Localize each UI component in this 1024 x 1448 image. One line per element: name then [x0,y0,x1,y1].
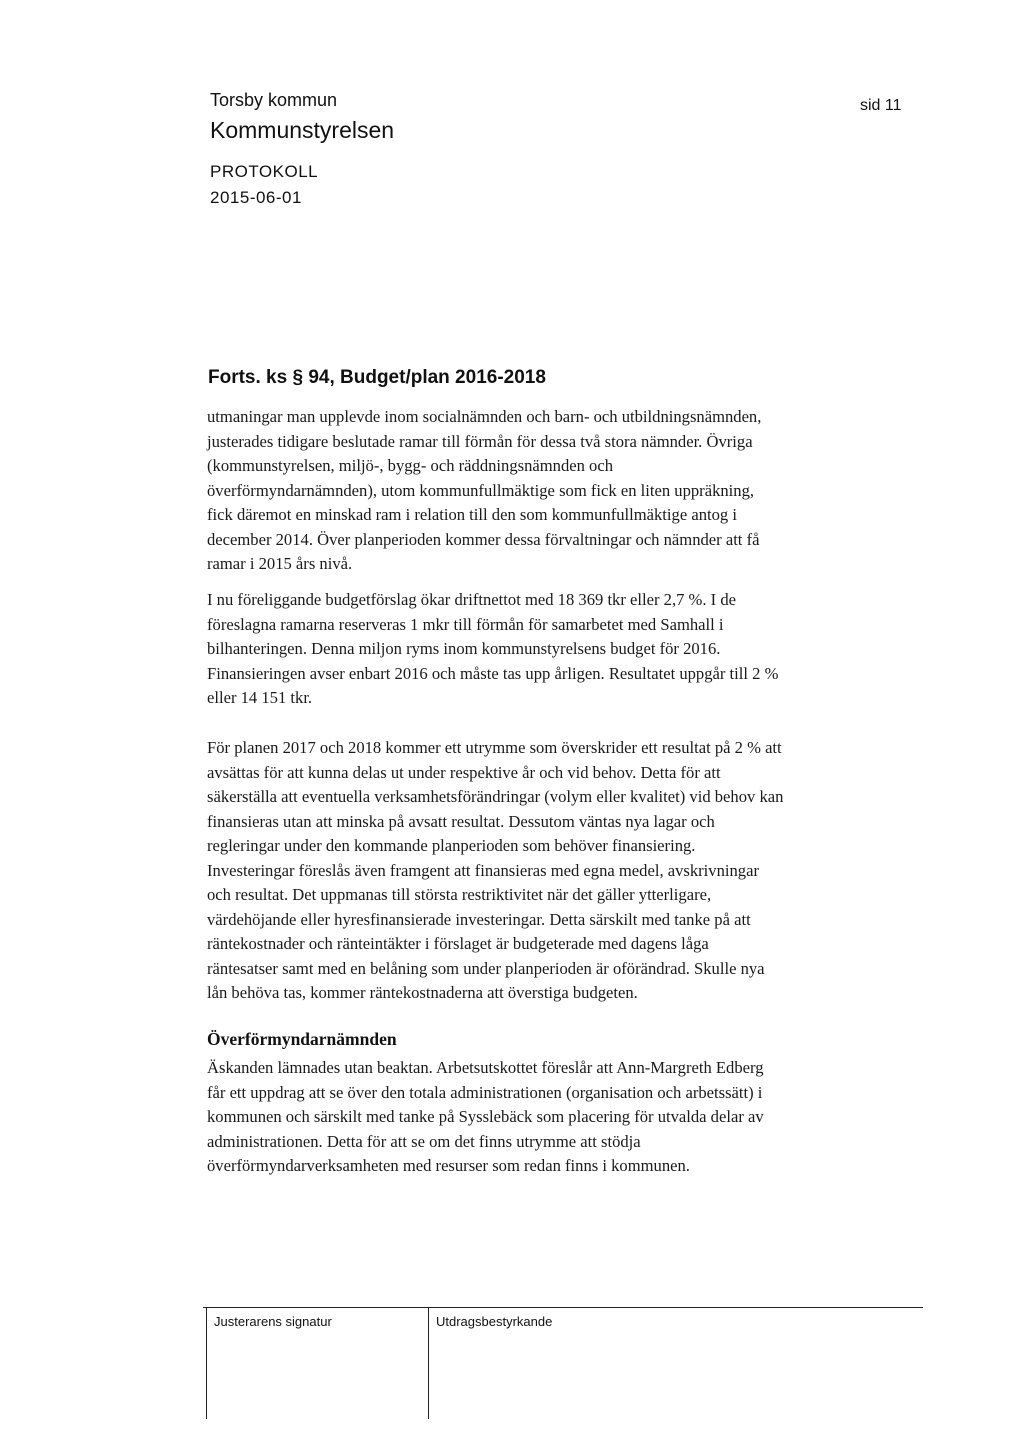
section-title: Forts. ks § 94, Budget/plan 2016-2018 [208,367,546,388]
paragraph-line: värdehöjande eller hyresfinansierade investeringar. Detta särskilt med tanke på att [207,909,751,929]
certification-field-label: Utdragsbestyrkande [436,1314,553,1329]
paragraph-line: regleringar under den kommande planperioden som behöver finansiering. [207,836,696,855]
paragraph-line: Finansieringen avser enbart 2016 och måste tas upp årligen. Resultatet uppgår till 2 % [207,663,779,683]
paragraph-3 [207,736,907,1006]
paragraph-line: eller 14 151 tkr. [207,688,313,707]
organization-name: Torsby kommun [210,90,338,110]
signature-box-top-line [203,1307,923,1308]
paragraph-line: räntesatser samt med en belåning som under planperioden är oförändrad. Skulle nya [207,958,765,978]
paragraph-line: fick däremot en minskad ram i relation till den som kommunfullmäktige antog i [207,505,737,524]
paragraph-line: Investeringar föreslås även framgent att finansieras med egna medel, avskrivningar [207,860,759,880]
paragraph-line: överförmyndarnämnden), utom kommunfullmäktige som fick en liten uppräkning, [207,480,755,500]
paragraph-line: räntekostnader och ränteintäkter i förslaget är budgeterade med dagens låga [207,934,709,953]
document-type: PROTOKOLL [210,162,319,181]
paragraph-line: kommunen och särskilt med tanke på Sysslebäck som placering för utvalda delar av [207,1107,764,1126]
paragraph-line: justerades tidigare beslutade ramar till förmån för dessa två stora nämnder. Övriga [207,431,753,451]
page-number: sid 11 [860,97,902,114]
paragraph-2 [207,588,907,711]
paragraph-line: utmaningar man upplevde inom socialnämnden och barn- och utbildningsnämnden, [207,407,762,426]
paragraph-line: ramar i 2015 års nivå. [207,554,353,573]
signature-box-divider [428,1307,429,1419]
paragraph-1 [207,405,907,577]
paragraph-4 [207,1056,907,1179]
paragraph-line: föreslagna ramarna reserveras 1 mkr till förmån för samarbetet med Samhall i [207,614,724,634]
paragraph-line: och resultat. Det uppmanas till största restriktivitet när det gäller ytterligare, [207,885,712,904]
paragraph-line: (kommunstyrelsen, miljö-, bygg- och räddningsnämnden och [207,456,614,475]
department-name: Kommunstyrelsen [210,117,395,143]
signature-field-label: Justerarens signatur [214,1314,332,1329]
paragraph-line: Äskanden lämnades utan beaktan. Arbetsutskottet föreslår att Ann-Margreth Edberg [207,1058,764,1077]
paragraph-line: finansieras utan att minska på avsatt resultat. Dessutom väntas nya lagar och [207,811,715,831]
paragraph-line: december 2014. Över planperioden kommer dessa förvaltningar och nämnder att få [207,529,760,549]
paragraph-line: överförmyndarverksamheten med resurser som redan finns i kommunen. [207,1156,690,1175]
paragraph-line: bilhanteringen. Denna miljon ryms inom kommunstyrelsens budget för 2016. [207,639,721,658]
document-date: 2015-06-01 [210,188,302,207]
paragraph-line: administrationen. Detta för att se om det finns utrymme att stödja [207,1131,641,1151]
paragraph-line: avsättas för att kunna delas ut under respektive år och vid behov. Detta för att [207,762,721,782]
paragraph-line: får ett uppdrag att se över den totala administrationen (organisation och arbetssätt) i [207,1082,763,1102]
subsection-heading: Överförmyndarnämnden [207,1029,397,1049]
signature-box-left-line [206,1307,207,1419]
paragraph-line: I nu föreliggande budgetförslag ökar driftnettot med 18 369 tkr eller 2,7 %. I de [207,590,736,609]
paragraph-line: För planen 2017 och 2018 kommer ett utrymme som överskrider ett resultat på 2 % att [207,738,782,757]
paragraph-line: lån behöva tas, kommer räntekostnaderna att överstiga budgeten. [207,983,638,1002]
paragraph-line: säkerställa att eventuella verksamhetsförändringar (volym eller kvalitet) vid behov kan [207,787,784,806]
